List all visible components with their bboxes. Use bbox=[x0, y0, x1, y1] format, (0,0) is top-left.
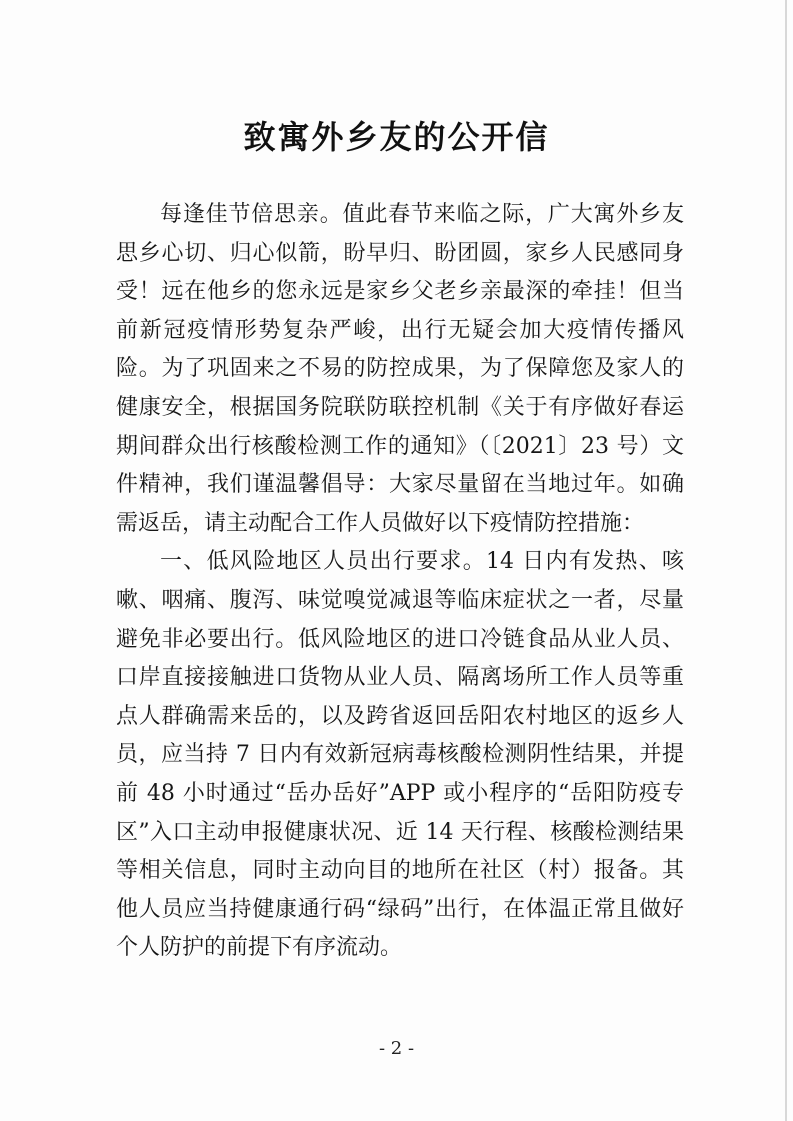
paragraph-intro: 每逢佳节倍思亲。值此春节来临之际，广大寓外乡友思乡心切、归心似箭，盼早归、盼团圆，家乡人民感同身受！远在他乡的您永远是家乡父老乡亲最深的牵挂！但当前新冠疫情形势复杂严峻，出行无疑会加大疫情传播风险。为了巩固来之不易的防控成果，为了保障您及家人的健康安全，根据国务院联防联控机制《关于有序做好春运期间群众出行核酸检测工作的通知》（〔2021〕23 号）文件精神，我们谨温馨倡导：大家尽量留在当地过年。如确需返岳，请主动配合工作人员做好以下疫情防控措施： bbox=[116, 202, 684, 536]
paragraph-low-risk: 一、低风险地区人员出行要求。14 日内有发热、咳嗽、咽痛、腹泻、味觉嗅觉减退等临床症状之一者，尽量避免非必要出行。低风险地区的进口冷链食品从业人员、口岸直接接触进口货物从业人员、隔离场所工作人员等重点人群确需来岳的，以及跨省返回岳阳农村地区的返乡人员，应当持 7 日内有效新冠病毒核酸检测阴性结果，并提前 48 小时通过“岳办岳好”APP 或小程序的“岳阳防疫专区”入口主动申报健康状况、近 14 天行程、核酸检测结果等相关信息，同时主动向目的地所在社区（村）报备。其他人员应当持健康通行码“绿码”出行，在体温正常且做好个人防护的前提下有序流动。 bbox=[116, 549, 684, 961]
scan-edge-divider bbox=[785, 0, 787, 1121]
document-body bbox=[116, 196, 684, 968]
page-number: - 2 - bbox=[378, 1038, 415, 1059]
document-title: 致寓外乡友的公开信 bbox=[243, 118, 550, 156]
